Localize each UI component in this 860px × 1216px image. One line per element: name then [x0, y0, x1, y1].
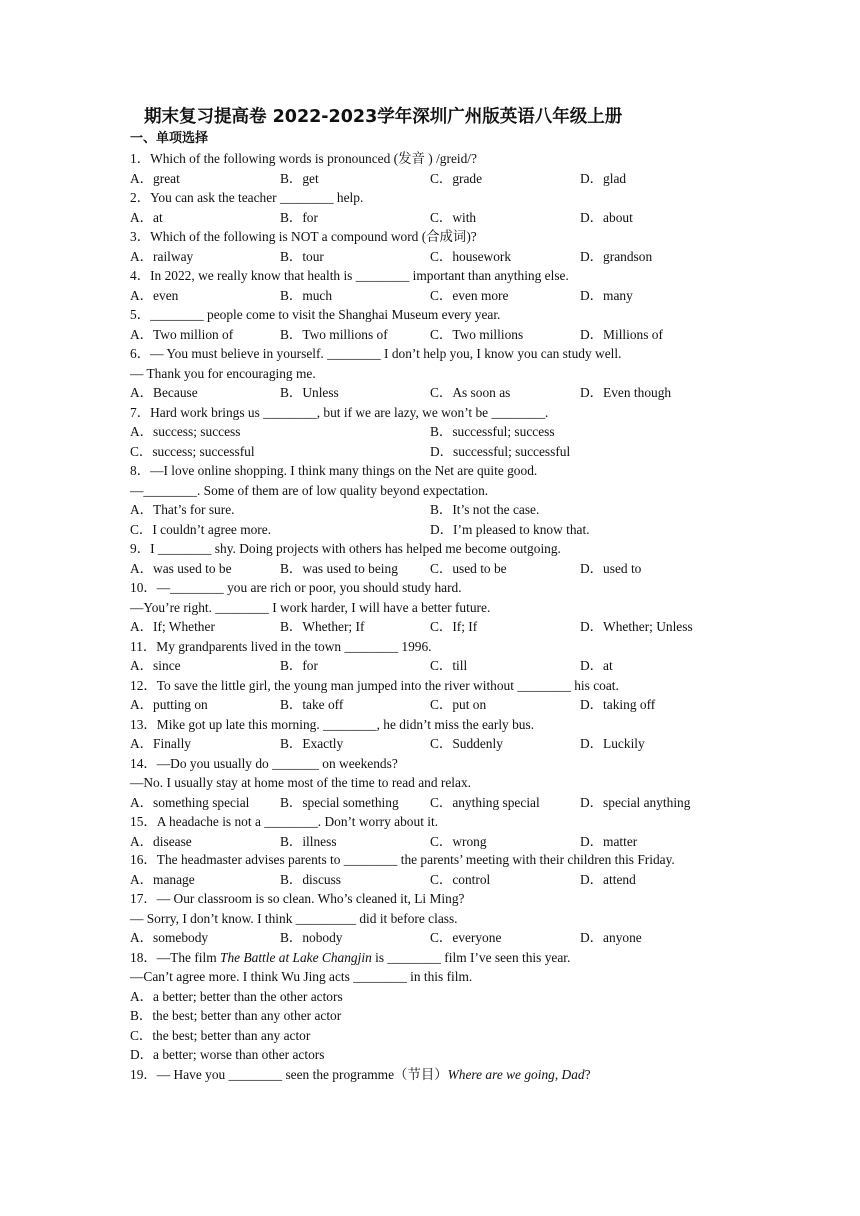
question-stem: 7．Hard work brings us ________, but if we are lazy, we won’t be ________.	[130, 404, 549, 420]
question-5	[130, 305, 730, 344]
options-row	[130, 928, 730, 948]
question-stem: —________. Some of them are of low quality beyond expectation.	[130, 482, 489, 498]
option[interactable]: A．Finally	[130, 736, 192, 751]
question-4	[130, 266, 730, 305]
question-stem: 1．Which of the following words is pronounced (发音 ) /greid/?	[130, 151, 477, 166]
option[interactable]: B．illness	[280, 833, 337, 849]
question-stem: — Thank you for encouraging me.	[130, 365, 316, 381]
question-6	[130, 344, 730, 403]
question-10	[130, 578, 730, 637]
option[interactable]: B．Two millions of	[280, 326, 388, 342]
option[interactable]: B．tour	[280, 248, 324, 264]
option[interactable]: C．with	[430, 209, 477, 225]
question-3	[130, 227, 730, 266]
option[interactable]: B．Whether; If	[280, 619, 365, 634]
options-row	[130, 870, 730, 890]
option[interactable]: A．was used to be	[130, 560, 232, 576]
option[interactable]: D．attend	[580, 871, 636, 887]
question-17	[130, 889, 730, 948]
question-1	[130, 149, 730, 188]
question-list	[130, 149, 730, 948]
question-8	[130, 461, 730, 539]
option[interactable]: C．the best; better than any actor	[130, 1027, 311, 1043]
option[interactable]: B．take off	[280, 697, 344, 712]
options-row	[130, 383, 730, 403]
options-row	[130, 656, 730, 676]
option[interactable]: B．special something	[280, 794, 399, 810]
option[interactable]: D．matter	[580, 833, 638, 849]
option[interactable]: A．Two million of	[130, 326, 234, 342]
option[interactable]: C．Suddenly	[430, 736, 503, 751]
question-15	[130, 812, 730, 851]
option[interactable]: C．If; If	[430, 619, 478, 634]
question-12	[130, 676, 730, 715]
option[interactable]: A．something special	[130, 794, 250, 810]
question-stem: 10．—________ you are rich or poor, you should study hard.	[130, 580, 462, 595]
options-row	[130, 208, 730, 228]
option[interactable]: D．Whether; Unless	[580, 619, 693, 634]
question-stem: — Sorry, I don’t know. I think _________ did it before class.	[130, 910, 458, 926]
options-row	[130, 617, 730, 637]
question-stem: 9．I ________ shy. Doing projects with others has helped me become outgoing.	[130, 541, 561, 556]
option[interactable]: B．Unless	[280, 385, 339, 400]
option[interactable]: A．Because	[130, 385, 198, 400]
option[interactable]: D．Even though	[580, 385, 672, 400]
question-13	[130, 715, 730, 754]
question-16	[130, 851, 730, 889]
option[interactable]: A．at	[130, 209, 163, 225]
exam-page	[130, 104, 730, 1084]
question-stem: 13．Mike got up late this morning. ________, he didn’t miss the early bus.	[130, 716, 535, 732]
option[interactable]: D．special anything	[580, 794, 691, 810]
option[interactable]: C．till	[430, 658, 468, 673]
question-9	[130, 539, 730, 578]
question-stem: 12．To save the little girl, the young man jumped into the river without ________ his coat.	[130, 677, 619, 693]
option[interactable]: C．grade	[430, 170, 483, 186]
options-row	[130, 520, 730, 540]
option[interactable]: A．putting on	[130, 697, 208, 712]
options-row	[130, 442, 730, 462]
option[interactable]: D．a better; worse than other actors	[130, 1047, 325, 1062]
question-19	[130, 1065, 730, 1085]
question-18	[130, 948, 730, 1065]
option[interactable]: B．was used to being	[280, 560, 398, 576]
option[interactable]: B．successful; success	[430, 424, 555, 439]
question-stem: 14．—Do you usually do _______ on weekends?	[130, 755, 398, 771]
option[interactable]: C．As soon as	[430, 385, 511, 400]
page-title: 期末复习提高卷 2022-2023学年深圳广州版英语八年级上册	[144, 107, 623, 127]
question-stem: 6．— You must believe in yourself. ________ I don’t help you, I know you can study well.	[130, 346, 622, 361]
option[interactable]: C．wrong	[430, 833, 487, 849]
option[interactable]: C．success; successful	[130, 443, 255, 459]
option[interactable]: D．at	[580, 658, 613, 673]
option[interactable]: C．Two millions	[430, 326, 524, 342]
option[interactable]: A．If; Whether	[130, 619, 215, 634]
option[interactable]: A．somebody	[130, 930, 209, 945]
option[interactable]: B．Exactly	[280, 736, 344, 751]
question-stem: 16．The headmaster advises parents to ________ the parents’ meeting with their children this Friday.	[130, 852, 675, 867]
options-row	[130, 247, 730, 267]
question-stem: 17．— Our classroom is so clean. Who’s cleaned it, Li Ming?	[130, 891, 465, 906]
film-title: The Battle at Lake Changjin	[220, 949, 372, 965]
option[interactable]: A．manage	[130, 871, 195, 887]
question-stem: 2．You can ask the teacher ________ help.	[130, 190, 364, 205]
option[interactable]: D．Luckily	[580, 736, 645, 751]
question-stem: 11．My grandparents lived in the town ________ 1996.	[130, 638, 432, 654]
question-stem: 19．— Have you ________ seen the programme（节目）Where are we going, Dad?	[130, 1066, 591, 1082]
option[interactable]: D．about	[580, 209, 633, 225]
options-row	[130, 734, 730, 754]
option[interactable]: D．grandson	[580, 248, 653, 264]
option[interactable]: D．successful; successful	[430, 443, 571, 459]
question-stem: —Can’t agree more. I think Wu Jing acts ________ in this film.	[130, 969, 473, 984]
option[interactable]: B．for	[280, 658, 318, 673]
question-7	[130, 403, 730, 462]
options-row	[130, 169, 730, 189]
option[interactable]: D．many	[580, 287, 633, 303]
option[interactable]: A．even	[130, 287, 179, 303]
option[interactable]: D．glad	[580, 170, 627, 186]
question-stem: 4．In 2022, we really know that health is ________ important than anything else.	[130, 268, 569, 283]
question-stem: —No. I usually stay at home most of the time to read and relax.	[130, 775, 472, 790]
option[interactable]: C．housework	[430, 248, 512, 264]
option[interactable]: D．taking off	[580, 697, 656, 712]
question-stem: —You’re right. ________ I work harder, I will have a better future.	[130, 599, 491, 615]
option[interactable]: D．I’m pleased to know that.	[430, 521, 590, 537]
option[interactable]: B．get	[280, 170, 319, 186]
option[interactable]: A．That’s for sure.	[130, 502, 235, 517]
option[interactable]: B．It’s not the case.	[430, 502, 540, 517]
question-stem: 15．A headache is not a ________. Don’t worry about it.	[130, 814, 439, 829]
option[interactable]: B．for	[280, 209, 318, 225]
option[interactable]: C．anything special	[430, 794, 540, 810]
options-row	[130, 559, 730, 579]
option[interactable]: C．control	[430, 871, 491, 887]
option[interactable]: C．put on	[430, 697, 487, 712]
question-stem: 5．________ people come to visit the Shanghai Museum every year.	[130, 307, 501, 322]
options-row	[130, 500, 730, 520]
options-row	[130, 286, 730, 306]
option[interactable]: B．nobody	[280, 930, 343, 945]
option[interactable]: A．since	[130, 658, 181, 673]
question-14	[130, 754, 730, 813]
option[interactable]: D．Millions of	[580, 326, 663, 342]
option[interactable]: D．anyone	[580, 930, 642, 945]
options-row	[130, 793, 730, 813]
option[interactable]: B．discuss	[280, 871, 342, 887]
option[interactable]: C．I couldn’t agree more.	[130, 521, 272, 537]
option[interactable]: D．used to	[580, 560, 642, 576]
option[interactable]: B．the best; better than any other actor	[130, 1008, 342, 1023]
question-stem: 3．Which of the following is NOT a compound word (合成词)?	[130, 229, 477, 244]
option[interactable]: A．success; success	[130, 424, 241, 439]
options-row	[130, 325, 730, 345]
question-stem: 8．—I love online shopping. I think many things on the Net are quite good.	[130, 463, 538, 478]
option[interactable]: C．even more	[430, 287, 509, 303]
option[interactable]: C．everyone	[430, 930, 502, 945]
option[interactable]: C．used to be	[430, 560, 507, 576]
options-row	[130, 422, 730, 442]
option[interactable]: A．great	[130, 170, 180, 186]
option[interactable]: A．a better; better than the other actors	[130, 988, 343, 1004]
option[interactable]: A．railway	[130, 248, 194, 264]
question-2	[130, 188, 730, 227]
question-11	[130, 637, 730, 676]
programme-title: Where are we going	[447, 1066, 555, 1082]
options-row	[130, 832, 730, 852]
question-stem: 18．—The film The Battle at Lake Changjin is ________ film I’ve seen this year.	[130, 949, 571, 965]
option[interactable]: B．much	[280, 287, 333, 303]
options-row	[130, 695, 730, 715]
programme-title-end: Dad	[561, 1066, 585, 1082]
option[interactable]: A．disease	[130, 833, 192, 849]
section-heading: 一、单项选择	[130, 131, 209, 146]
